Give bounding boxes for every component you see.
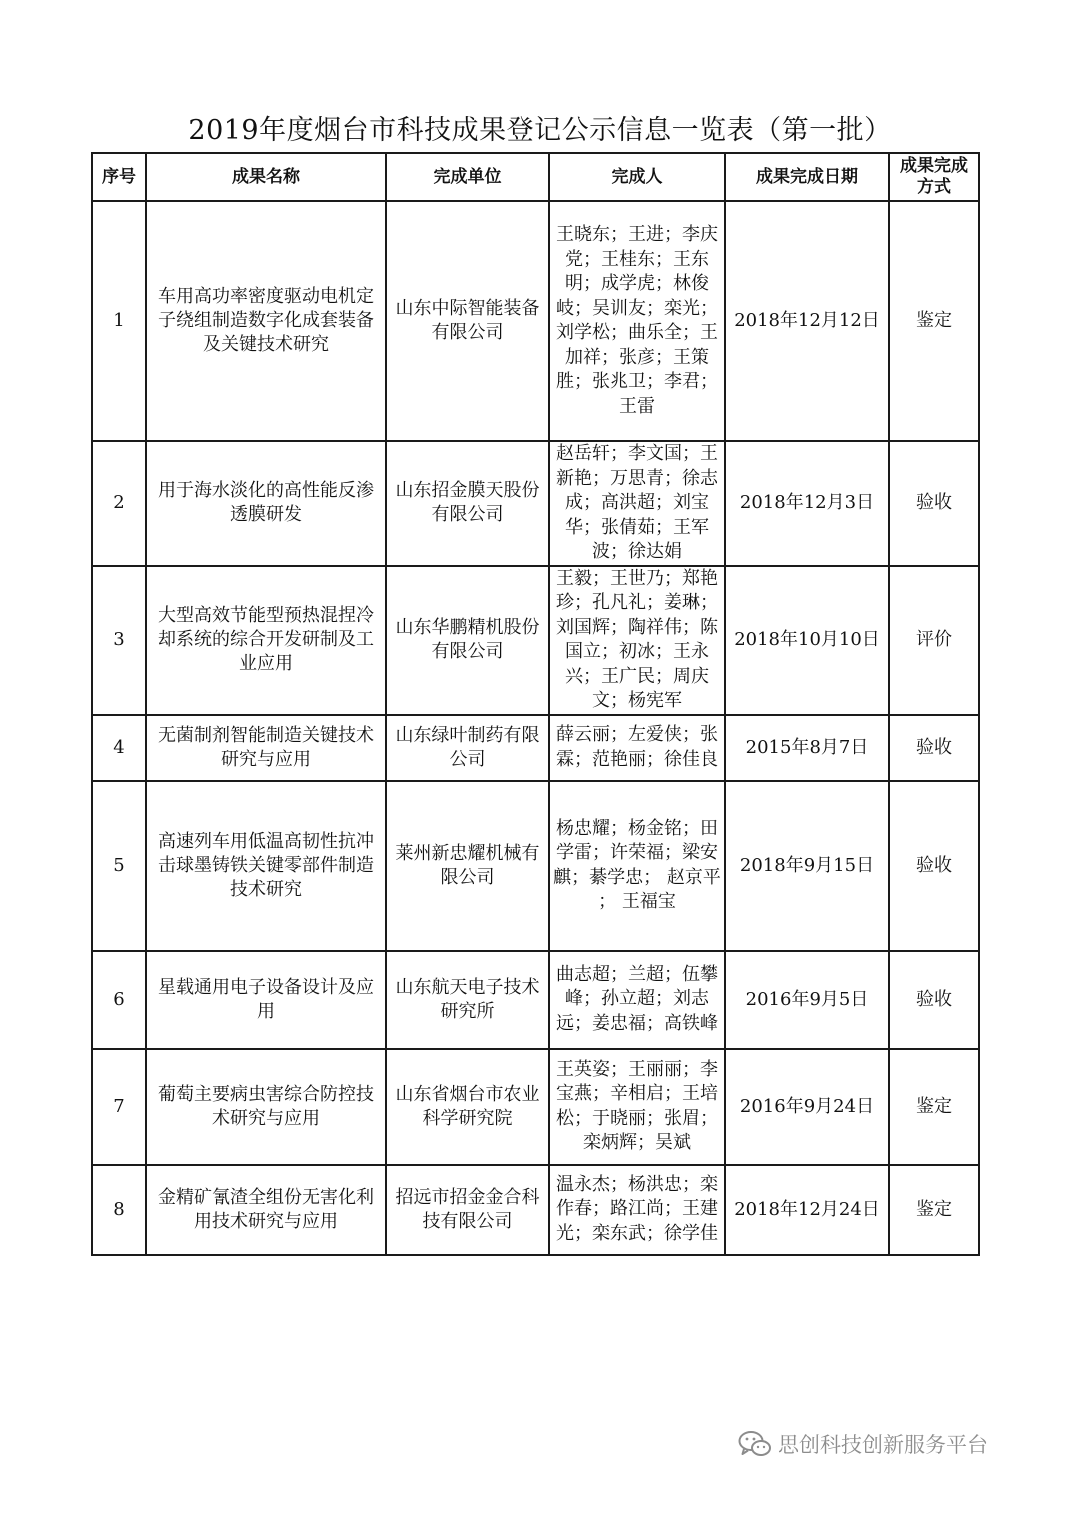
page-title: 2019年度烟台市科技成果登记公示信息一览表（第一批） bbox=[188, 115, 892, 146]
cell-method: 验收 bbox=[889, 715, 979, 781]
cell-unit: 山东华鹏精机股份有限公司 bbox=[386, 566, 549, 715]
cell-method: 鉴定 bbox=[889, 1049, 979, 1165]
cell-unit: 招远市招金金合科技有限公司 bbox=[386, 1165, 549, 1255]
cell-people: 温永杰；杨洪忠；栾作春；路江尚；王建光；栾东武；徐学佳 bbox=[549, 1165, 725, 1255]
watermark bbox=[738, 1426, 988, 1462]
cell-unit: 莱州新忠耀机械有限公司 bbox=[386, 781, 549, 951]
table-row bbox=[92, 566, 979, 715]
cell-method: 验收 bbox=[889, 951, 979, 1049]
cell-name: 高速列车用低温高韧性抗冲击球墨铸铁关键零部件制造技术研究 bbox=[146, 781, 386, 951]
cell-people: 曲志超；兰超；伍攀峰；孙立超；刘志远；姜忠福；高铁峰 bbox=[549, 951, 725, 1049]
cell-method: 评价 bbox=[889, 566, 979, 715]
header-seq: 序号 bbox=[92, 153, 146, 201]
cell-method: 鉴定 bbox=[889, 201, 979, 441]
cell-date: 2015年8月7日 bbox=[725, 715, 889, 781]
table-header-row bbox=[92, 153, 979, 201]
cell-name: 金精矿氰渣全组份无害化利用技术研究与应用 bbox=[146, 1165, 386, 1255]
cell-seq: 5 bbox=[92, 781, 146, 951]
cell-date: 2016年9月24日 bbox=[725, 1049, 889, 1165]
watermark-text: 思创科技创新服务平台 bbox=[778, 1433, 988, 1457]
cell-seq: 4 bbox=[92, 715, 146, 781]
cell-date: 2018年12月24日 bbox=[725, 1165, 889, 1255]
cell-name: 葡萄主要病虫害综合防控技术研究与应用 bbox=[146, 1049, 386, 1165]
table-row bbox=[92, 441, 979, 566]
table-row bbox=[92, 715, 979, 781]
cell-people: 王英姿；王丽丽；李宝燕；辛相启；王培松；于晓丽；张眉；栾炳辉；吴斌 bbox=[549, 1049, 725, 1165]
cell-people: 王毅；王世乃；郑艳珍；孔凡礼；姜琳；刘国辉；陶祥伟；陈国立；初冰；王永兴；王广民；周庆文；杨宪军 bbox=[549, 566, 725, 715]
cell-method: 验收 bbox=[889, 441, 979, 566]
table-row bbox=[92, 781, 979, 951]
cell-date: 2018年9月15日 bbox=[725, 781, 889, 951]
cell-people: 王晓东；王进；李庆党；王桂东；王东明；成学虎；林俊岐；吴训友；栾光；刘学松；曲乐全；王加祥；张彦；王策胜；张兆卫；李君；王雷 bbox=[549, 201, 725, 441]
cell-date: 2018年12月3日 bbox=[725, 441, 889, 566]
cell-method: 验收 bbox=[889, 781, 979, 951]
cell-date: 2016年9月5日 bbox=[725, 951, 889, 1049]
table-row bbox=[92, 951, 979, 1049]
cell-name: 无菌制剂智能制造关键技术研究与应用 bbox=[146, 715, 386, 781]
cell-unit: 山东招金膜天股份有限公司 bbox=[386, 441, 549, 566]
cell-name: 车用高功率密度驱动电机定子绕组制造数字化成套装备及关键技术研究 bbox=[146, 201, 386, 441]
header-people: 完成人 bbox=[549, 153, 725, 201]
cell-unit: 山东航天电子技术研究所 bbox=[386, 951, 549, 1049]
cell-seq: 6 bbox=[92, 951, 146, 1049]
header-date: 成果完成日期 bbox=[725, 153, 889, 201]
cell-unit: 山东绿叶制药有限公司 bbox=[386, 715, 549, 781]
cell-name: 大型高效节能型预热混捏冷却系统的综合开发研制及工业应用 bbox=[146, 566, 386, 715]
cell-people: 薛云丽；左爱侠；张霖；范艳丽；徐佳良 bbox=[549, 715, 725, 781]
cell-seq: 3 bbox=[92, 566, 146, 715]
cell-seq: 7 bbox=[92, 1049, 146, 1165]
cell-name: 用于海水淡化的高性能反渗透膜研发 bbox=[146, 441, 386, 566]
cell-date: 2018年10月10日 bbox=[725, 566, 889, 715]
cell-date: 2018年12月12日 bbox=[725, 201, 889, 441]
header-unit: 完成单位 bbox=[386, 153, 549, 201]
results-table bbox=[91, 152, 980, 1256]
cell-name: 星载通用电子设备设计及应用 bbox=[146, 951, 386, 1049]
cell-seq: 1 bbox=[92, 201, 146, 441]
cell-seq: 8 bbox=[92, 1165, 146, 1255]
cell-people: 杨忠耀；杨金铭；田学雷；许荣福；梁安麒；綦学忠； 赵京平 ； 王福宝 bbox=[549, 781, 725, 951]
table-row bbox=[92, 1165, 979, 1255]
wechat-icon bbox=[738, 1430, 772, 1458]
cell-seq: 2 bbox=[92, 441, 146, 566]
cell-unit: 山东中际智能装备有限公司 bbox=[386, 201, 549, 441]
header-name: 成果名称 bbox=[146, 153, 386, 201]
cell-method: 鉴定 bbox=[889, 1165, 979, 1255]
table-row bbox=[92, 1049, 979, 1165]
cell-unit: 山东省烟台市农业科学研究院 bbox=[386, 1049, 549, 1165]
cell-people: 赵岳轩；李文国；王新艳；万思青；徐志成；高洪超；刘宝华；张倩茹；王军波；徐达娟 bbox=[549, 441, 725, 566]
table-row bbox=[92, 201, 979, 441]
header-method: 成果完成方式 bbox=[889, 153, 979, 201]
